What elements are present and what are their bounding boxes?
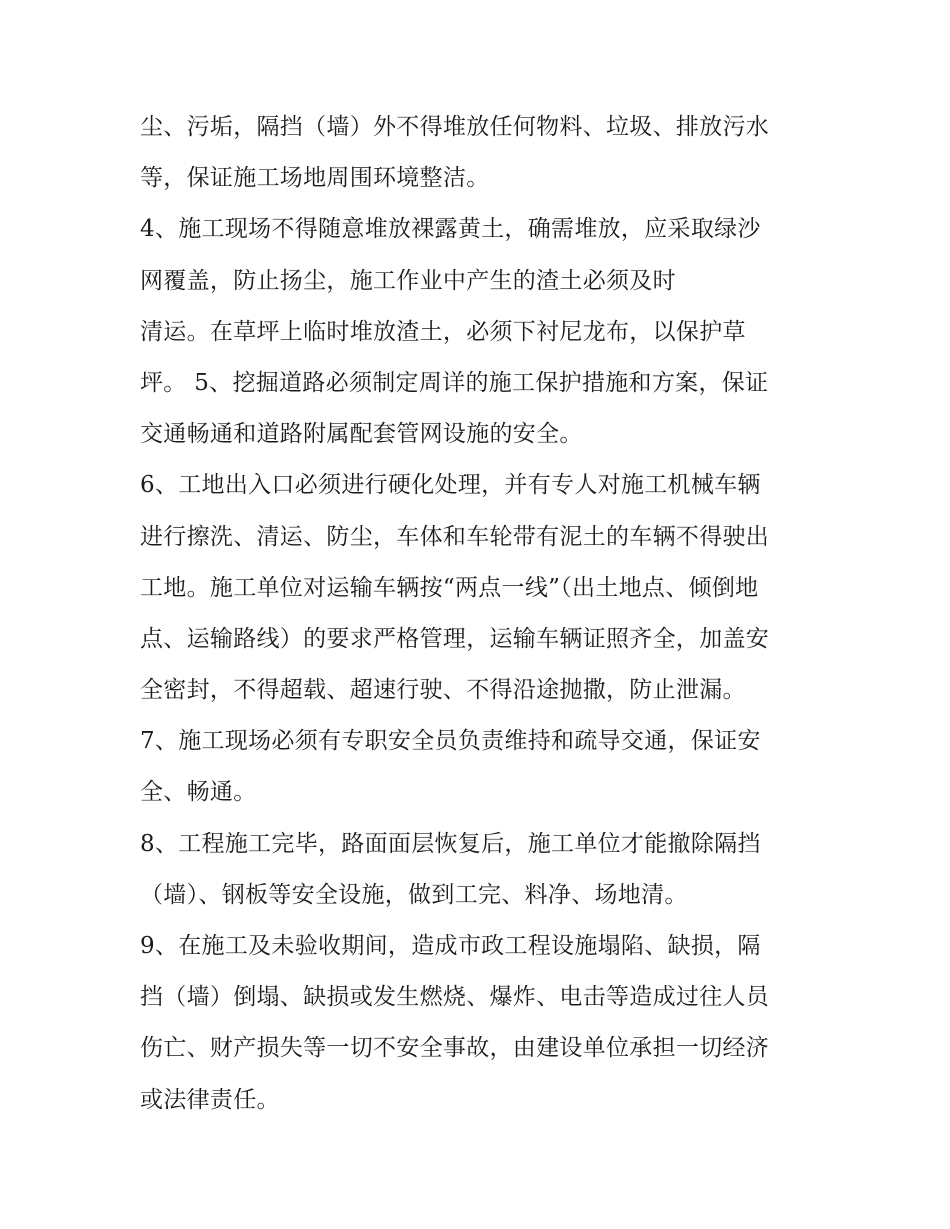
- text-line: 尘、污垢，隔挡（墙）外不得堆放任何物料、垃圾、排放污水: [140, 114, 770, 140]
- text-line: 9、在施工及未验收期间，造成市政工程设施塌陷、缺损，隔: [140, 933, 761, 959]
- text-line: 进行擦洗、清运、防尘，车体和车轮带有泥土的车辆不得驶出: [140, 523, 770, 550]
- text-line: 全、畅通。: [140, 779, 257, 806]
- text-line: 坪。 5、挖掘道路必须制定周详的施工保护措施和方案，保证: [140, 369, 769, 396]
- text-line: 4、施工现场不得随意堆放裸露黄土，确需堆放，应采取绿沙: [140, 216, 761, 243]
- text-line: 7、施工现场必须有专职安全员负责维持和疏导交通，保证安: [140, 728, 761, 755]
- text-line: 工地。施工单位对运输车辆按“两点一线”（出土地点、倾倒地: [140, 574, 759, 601]
- text-line: 清运。在草坪上临时堆放渣土，必须下衬尼龙布，以保护草: [140, 318, 746, 345]
- text-line: 网覆盖，防止扬尘，施工作业中产生的渣土必须及时: [140, 267, 676, 294]
- text-line: 挡（墙）倒塌、缺损或发生燃烧、爆炸、电击等造成过往人员: [140, 984, 770, 1011]
- document-body: [140, 102, 820, 1126]
- text-line: 或法律责任。: [140, 1086, 280, 1113]
- text-line: 点、运输路线）的要求严格管理，运输车辆证照齐全，加盖安: [140, 625, 770, 652]
- text-line: 伤亡、财产损失等一切不安全事故，由建设单位承担一切经济: [140, 1035, 770, 1062]
- text-line: （墙）、钢板等安全设施，做到工完、料净、场地清。: [140, 881, 688, 908]
- text-line: 8、工程施工完毕，路面面层恢复后，施工单位才能撤除隔挡: [140, 830, 761, 857]
- text-line: 全密封，不得超载、超速行驶、不得沿途抛撒，防止泄漏。: [140, 677, 746, 704]
- text-line: 6、工地出入口必须进行硬化处理，并有专人对施工机械车辆: [140, 472, 761, 499]
- text-line: 交通畅通和道路附属配套管网设施的安全。: [140, 421, 583, 448]
- text-line: 等，保证施工场地周围环境整洁。: [140, 165, 490, 192]
